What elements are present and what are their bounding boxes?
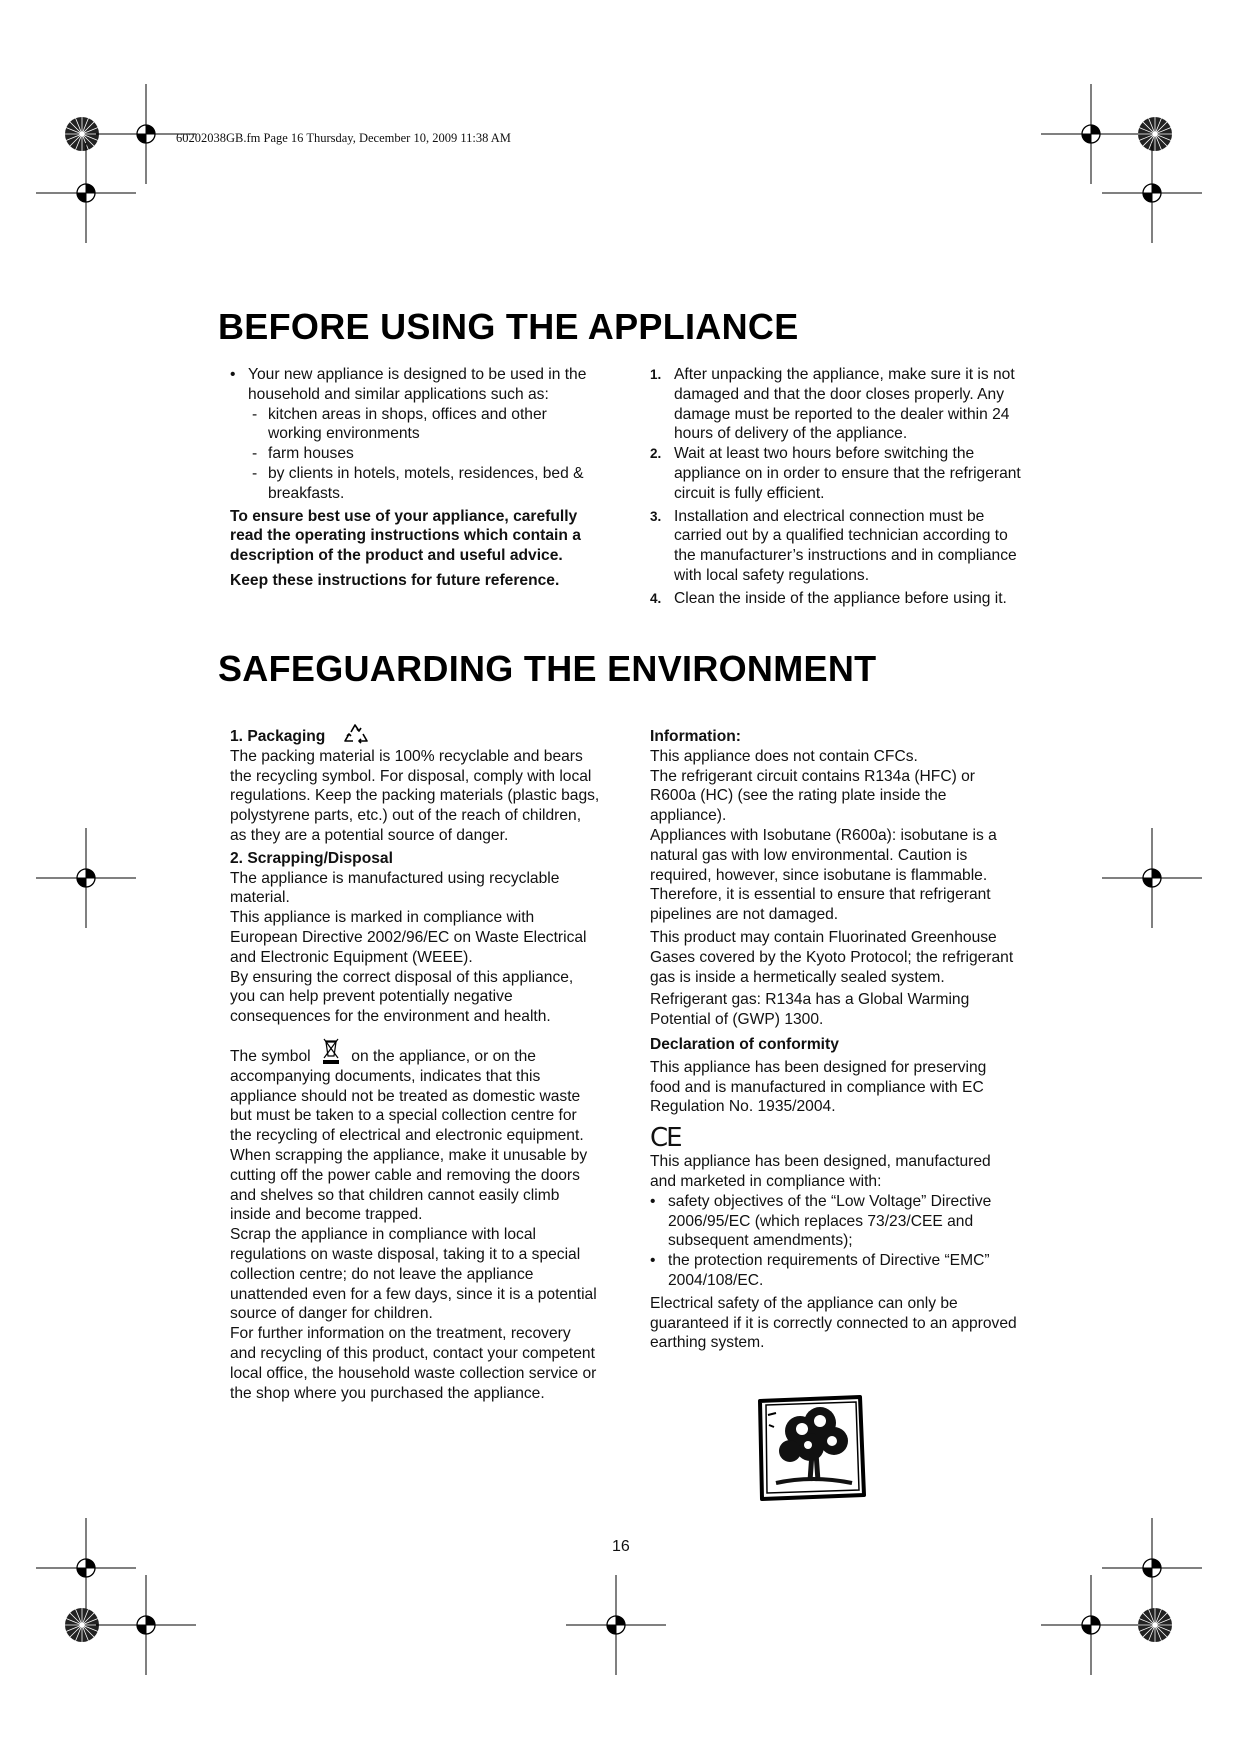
scrapping-paragraph: Scrap the appliance in compliance with local regulations on waste disposal, taking it to a special collection centre; do not leave the appliance unattended even for a few days, since it is a potential source of danger for children.: [230, 1226, 597, 1323]
usage-subitem: - farm houses: [252, 445, 354, 463]
step-item: 1. After unpacking the appliance, make sure it is not damaged and that the door closes properly. Any damage must be reported to the dealer within 24 hours of delivery of the appliance.: [650, 366, 1015, 443]
before-using-left-column: [230, 365, 600, 591]
scrapping-paragraph: When scrapping the appliance, make it unusable by cutting off the power cable and removing the doors and shelves so that children cannot easily climb inside and become trapped.: [230, 1146, 588, 1224]
packaging-text: The packing material is 100% recyclable and bears the recycling symbol. For disposal, comply with local regulations. Keep the packing materials (plastic bags, polystyrene parts, etc.) out of the reach of children, as they are a potential source of danger.: [230, 747, 600, 844]
keep-instructions-note: Keep these instructions for future reference.: [230, 571, 560, 589]
information-paragraph: Appliances with Isobutane (R600a): isobutane is a natural gas with low environmental. Caution is required, however, since isobutane is flammable. Therefore, it is essential to ensure that refrigerant pipelines are not damaged.: [650, 826, 997, 924]
information-paragraph: This product may contain Fluorinated Greenhouse Gases covered by the Kyoto Protocol; the refrigerant gas is inside a hermetically sealed system.: [650, 928, 1014, 986]
recycling-icon: [342, 722, 370, 746]
environment-left-column: [230, 727, 600, 1403]
packaging-heading-row: [230, 727, 600, 747]
crossed-bin-icon: [321, 1036, 341, 1066]
declaration-bullet: • safety objectives of the “Low Voltage” Directive 2006/95/EC (which replaces 73/23/CEE and subsequent amendments);: [650, 1192, 992, 1250]
environment-right-column: [650, 727, 1020, 1353]
information-paragraph: This appliance does not contain CFCs.: [650, 747, 918, 765]
declaration-paragraph: Electrical safety of the appliance can only be guaranteed if it is correctly connected to an approved earthing system.: [650, 1294, 1017, 1352]
usage-bullet: • Your new appliance is designed to be used in the household and similar applications such as:: [230, 366, 587, 403]
declaration-paragraph: This appliance has been designed for preserving food and is manufactured in compliance with EC Regulation No. 1935/2004.: [650, 1058, 987, 1116]
read-instructions-note: To ensure best use of your appliance, carefully read the operating instructions which contain a description of the product and useful advice.: [230, 507, 581, 565]
scrapping-paragraph: The appliance is manufactured using recyclable material.: [230, 869, 560, 907]
ce-mark: CE: [650, 1123, 681, 1154]
declaration-paragraph: This appliance has been designed, manufactured and marketed in compliance with:: [650, 1153, 991, 1190]
tree-environment-icon: [752, 1393, 872, 1503]
section-title-environment: SAFEGUARDING THE ENVIRONMENT: [218, 648, 877, 689]
step-item: 3. Installation and electrical connection must be carried out by a qualified technician according to the manufacturer’s instructions and in compliance with local safety regulations.: [650, 507, 1017, 584]
declaration-bullet: • the protection requirements of Directive “EMC” 2004/108/EC.: [650, 1252, 990, 1289]
usage-subitem: - by clients in hotels, motels, residences, bed & breakfasts.: [252, 464, 584, 502]
usage-subitem: - kitchen areas in shops, offices and other working environments: [252, 405, 547, 443]
step-item: 2. Wait at least two hours before switching the appliance on in order to ensure that the refrigerant circuit is fully efficient.: [650, 445, 1021, 502]
before-using-right-column: [650, 365, 1025, 609]
declaration-heading: Declaration of conformity: [650, 1035, 839, 1053]
scrapping-paragraph: By ensuring the correct disposal of this appliance, you can help prevent potentially negative consequences for the environment and health.: [230, 968, 574, 1026]
file-info-header: 60202038GB.fm Page 16 Thursday, December 10, 2009 11:38 AM: [176, 131, 511, 145]
information-paragraph: Refrigerant gas: R134a has a Global Warming Potential of (GWP) 1300.: [650, 991, 970, 1029]
page-number: 16: [612, 1538, 630, 1555]
scrapping-paragraph: For further information on the treatment, recovery and recycling of this product, contact your competent local office, the household waste collection service or the shop where you purchased the appliance.: [230, 1325, 597, 1402]
weee-symbol-paragraph: The symbol on the appliance, or on the accompanying documents, indicates that this appliance should not be treated as domestic waste but must be taken to a special collection centre for the recycling of electrical and electronic equipment.: [230, 1047, 600, 1146]
information-heading: Information:: [650, 728, 741, 745]
scrapping-heading: 2. Scrapping/Disposal: [230, 849, 393, 867]
step-item: 4. Clean the inside of the appliance before using it.: [650, 589, 1007, 607]
section-title-before-using: BEFORE USING THE APPLIANCE: [218, 306, 799, 347]
information-paragraph: The refrigerant circuit contains R134a (HFC) or R600a (HC) (see the rating plate inside the appliance).: [650, 767, 975, 825]
scrapping-paragraph: This appliance is marked in compliance with European Directive 2002/96/EC on Waste Electrical and Electronic Equipment (WEEE).: [230, 909, 587, 966]
packaging-heading: 1. Packaging: [230, 728, 326, 745]
